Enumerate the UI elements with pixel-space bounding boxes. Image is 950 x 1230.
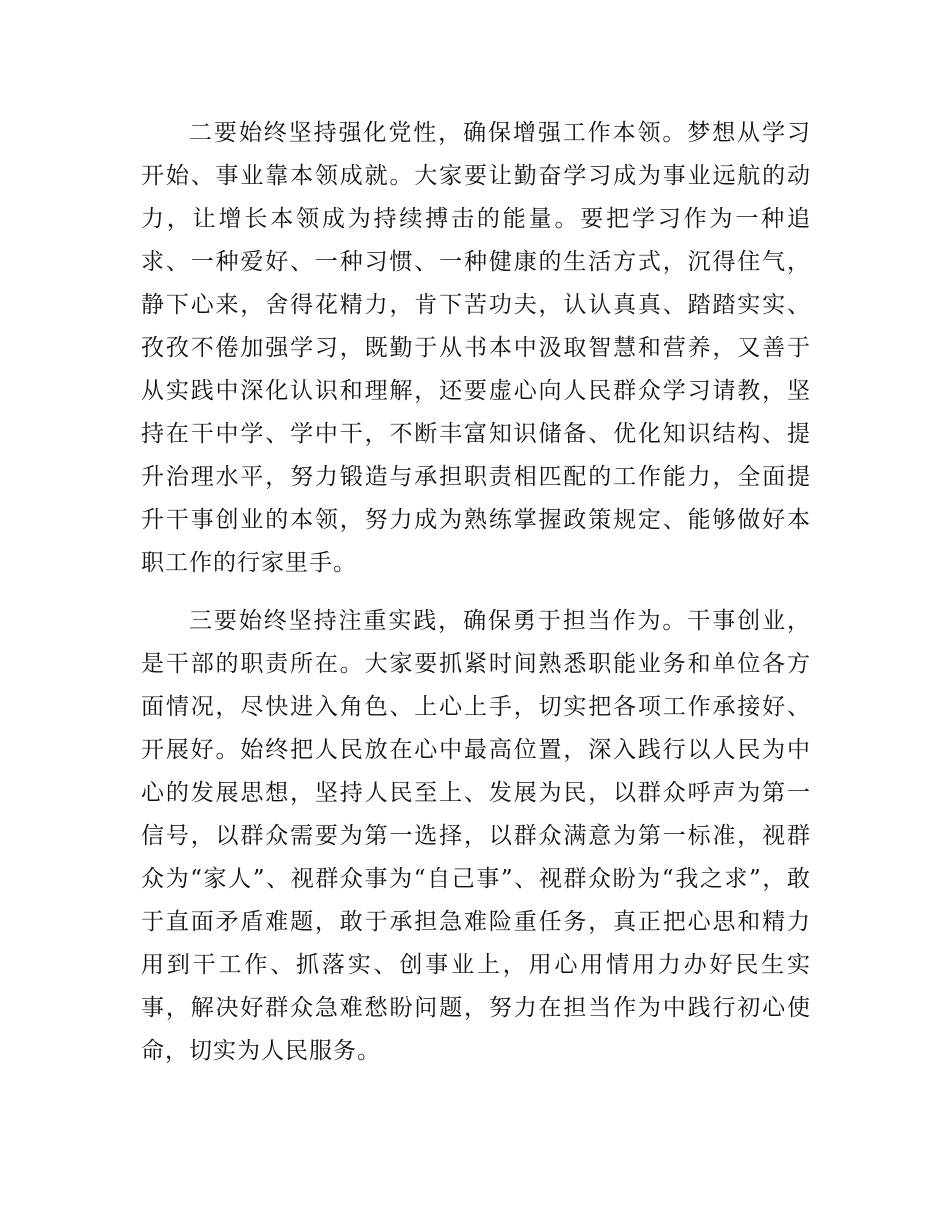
document-body <box>141 112 811 1088</box>
paragraph-2: 二要始终坚持强化党性，确保增强工作本领。梦想从学习开始、事业靠本领成就。大家要让勤奋学习成为事业远航的动力，让增长本领成为持续搏击的能量。要把学习作为一种追求、一种爱好、一种习惯、一种健康的生活方式，沉得住气，静下心来，舍得花精力，肯下苦功夫，认认真真、踏踏实实、孜孜不倦加强学习，既勤于从书本中汲取智慧和营养，又善于从实践中深化认识和理解，还要虚心向人民群众学习请教，坚持在干中学、学中干，不断丰富知识储备、优化知识结构、提升治理水平，努力锻造与承担职责相匹配的工作能力，全面提升干事创业的本领，努力成为熟练掌握政策规定、能够做好本职工作的行家里手。 <box>141 120 811 576</box>
paragraph-3: 三要始终坚持注重实践，确保勇于担当作为。干事创业，是干部的职责所在。大家要抓紧时间熟悉职能业务和单位各方面情况，尽快进入角色、上心上手，切实把各项工作承接好、开展好。始终把人民放在心中最高位置，深入践行以人民为中心的发展思想，坚持人民至上、发展为民，以群众呼声为第一信号，以群众需要为第一选择，以群众满意为第一标准，视群众为“家人”、视群众事为“自己事”、视群众盼为“我之求”，敢于直面矛盾难题，敢于承担急难险重任务，真正把心思和精力用到干工作、抓落实、创事业上，用心用情用力办好民生实事，解决好群众急难愁盼问题，努力在担当作为中践行初心使命，切实为人民服务。 <box>141 608 811 1064</box>
